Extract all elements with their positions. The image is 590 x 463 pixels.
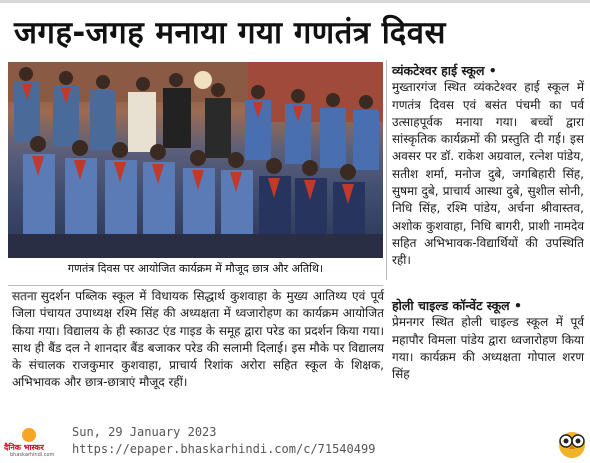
right-column (392, 62, 584, 270)
news-photo (8, 62, 383, 258)
photo-caption: गणतंत्र दिवस पर आयोजित कार्यक्रम में मौजूद छात्र और अतिथि। (8, 258, 383, 280)
right-column-lower (392, 297, 584, 383)
logo-subtext: bhaskarhindi.com (10, 452, 55, 458)
section-divider (8, 285, 383, 286)
subhead-holy-child: होली चाइल्ड कॉन्वेंट स्कूल • (392, 298, 522, 313)
logo-text: दैनिक भास्कर (4, 443, 44, 452)
owl-icon[interactable] (556, 427, 588, 459)
article-venkateshwar: मुख्तारगंज स्थित व्यंकटेश्वर हाई स्कूल में गणतंत्र दिवस एवं बसंत पंचमी का पर्व उत्साहपूर्वक मनाया गया। बच्चों द्वारा सांस्कृतिक कार्यक्रमों की प्रस्तुति दी गई। इस अवसर पर डॉ. राकेश अग्रवाल, रत्नेश पांडेय, सतीश शर्मा, मनोज दुबे, जगबिहारी सिंह, सुषमा दुबे, प्राचार्य आस्था दुबे, सुशील सोनी, निधि सिंह, रश्मि पांडेय, अर्चना श्रीवास्तव, अशोक कुशवाहा, निधि बागरी, प्राशी नामदेव सहित अभिभावक-विद्यार्थियों की उपस्थिति रही। (392, 80, 584, 268)
subhead-venkateshwar: व्यंकटेश्वर हाई स्कूल • (392, 63, 497, 78)
source-url[interactable]: https://epaper.bhaskarhindi.com/c/71540499 (72, 442, 376, 456)
article-holy-child: प्रेमनगर स्थित होली चाइल्ड स्कूल में पूर्व महापौर विमला पांडेय द्वारा ध्वजारोहण किया गया। कार्यक्रम की अध्यक्षता गोपाल शरण सिंह (392, 315, 584, 382)
publication-date: Sun, 29 January 2023 (72, 425, 217, 439)
dateline-city: सतना (12, 289, 37, 303)
sun-logo-icon (22, 428, 36, 442)
headline-bar (0, 0, 590, 61)
photo-illustration (8, 62, 383, 258)
column-divider (386, 60, 387, 280)
footer-meta (72, 424, 375, 458)
bottom-article-body: सुदर्शन पब्लिक स्कूल में विधायक सिद्धार्थ कुशवाहा के मुख्य आतिथ्य एवं पूर्व जिला पंचायत उपाध्यक्ष रश्मि सिंह की अध्यक्षता में ध्वजारोहण का कार्यक्रम आयोजित किया गया। विद्यालय के ही स्काउट एंड गाइड के समूह द्वारा परेड का प्रदर्शन किया गया। साथ ही बैंड दल ने शानदार बैंड बजाकर परेड की सलामी दिलाई। इस मौके पर विद्यालय के संचालक राजकुमार कुशवाहा, प्राचार्य रिशांक अरोरा सहित स्कूल के शिक्षक, अभिभावक और छात्र-छात्राएं मौजूद रहीं। (12, 289, 384, 390)
bottom-article (12, 288, 384, 392)
newspaper-logo[interactable] (4, 428, 66, 458)
headline: जगह-जगह मनाया गया गणतंत्र दिवस (14, 15, 446, 51)
